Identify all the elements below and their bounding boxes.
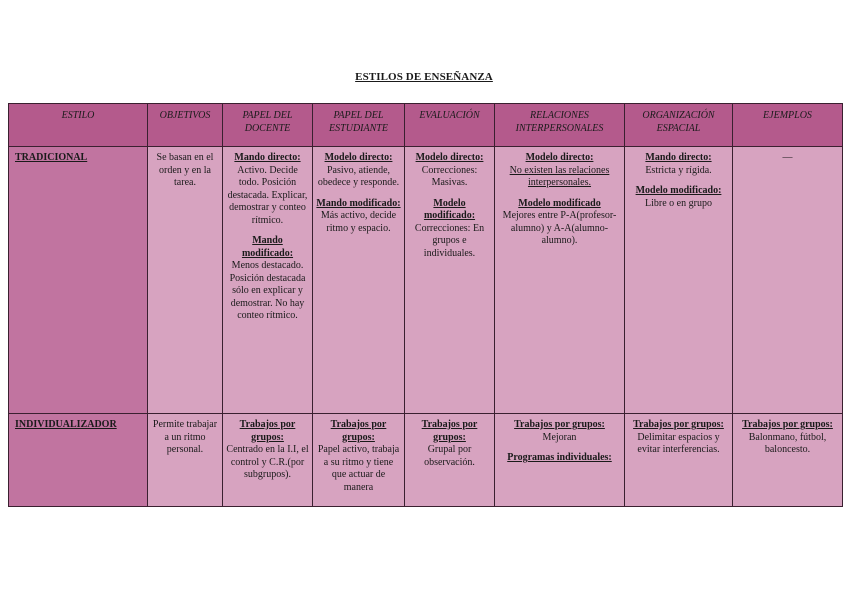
cell-label: Trabajos por grupos: [742,419,833,430]
cell-label: Trabajos por grupos: [330,419,387,443]
cell-text: Libre o en grupo [645,197,712,209]
cell-text: Correcciones: Masivas. [421,164,478,188]
cell-text: Más activo, decide ritmo y espacio. [320,210,397,234]
cell-text: Grupal por observación. [424,444,475,468]
cell-label: Trabajos por grupos: [633,419,724,430]
cell-evaluacion [405,414,495,507]
cell-ejemplos [733,414,843,507]
cell-label: Trabajos por grupos: [421,419,478,443]
header-evaluacion: EVALUACIÓN [405,104,495,147]
header-row [9,104,843,147]
cell-label: Trabajos por grupos: [239,419,296,443]
cell-label: Mando modificado: [241,235,294,259]
cell-label: Mando directo: [234,152,301,163]
cell-text: Menos destacado. Posición destacada sólo en explicar y demostrar. No hay conteo rítmico. [229,260,306,321]
header-estilo: ESTILO [9,104,148,147]
cell-text: Delimitar espacios y evitar interferencias. [637,431,720,455]
cell-papel-estudiante [313,414,405,507]
cell-papel-docente [223,414,313,507]
cell-label: Modelo directo: [415,152,484,163]
cell-evaluacion [405,147,495,414]
cell-objetivos: Permite trabajar a un ritmo personal. [148,414,223,507]
cell-text: Mejoran [542,431,577,443]
page-title: ESTILOS DE ENSEÑANZA [355,71,493,83]
cell-estilo-individualizador: INDIVIDUALIZADOR [9,414,148,507]
cell-papel-docente [223,147,313,414]
cell-relaciones [495,147,625,414]
cell-label: Programas individuales: [507,452,612,463]
cell-ejemplos: — [733,147,843,414]
cell-label: Mando directo: [645,152,712,163]
cell-text: No existen las relaciones interpersonales. [509,164,610,188]
cell-label: Modelo modificado: [423,197,476,221]
header-papel-docente: PAPEL DEL DOCENTE [223,104,313,147]
cell-text: Balonmano, fútbol, baloncesto. [748,431,827,455]
cell-text: Correcciones: En grupos e individuales. [414,222,485,259]
cell-organizacion [625,147,733,414]
cell-text: Papel activo, trabaja a su ritmo y tiene que actuar de manera [317,444,400,493]
cell-objetivos: Se basan en el orden y en la tarea. [148,147,223,414]
header-papel-estudiante: PAPEL DEL ESTUDIANTE [313,104,405,147]
table-row-tradicional [9,147,843,414]
header-relaciones: RELACIONES INTERPERSONALES [495,104,625,147]
cell-relaciones [495,414,625,507]
cell-label: Modelo directo: [525,152,594,163]
header-ejemplos: EJEMPLOS [733,104,843,147]
cell-organizacion [625,414,733,507]
cell-label: Mando modificado: [316,197,401,209]
cell-estilo-tradicional: TRADICIONAL [9,147,148,414]
cell-label: Trabajos por grupos: [514,419,605,430]
cell-label: Modelo directo: [324,152,393,163]
cell-label: Modelo modificado [518,197,601,209]
cell-label: Modelo modificado: [635,185,722,196]
cell-text: Pasivo, atiende, obedece y responde. [317,164,400,188]
cell-text: Estricta y rígida. [645,164,712,176]
header-objetivos: OBJETIVOS [148,104,223,147]
cell-text: Centrado en la I.I, el control y C.R.(por subgrupos). [226,444,309,480]
cell-text: Activo. Decide todo. Posición destacada. Explicar, demostrar y conteo rítmico. [227,164,308,226]
header-organizacion: ORGANIZACIÓN ESPACIAL [625,104,733,147]
cell-papel-estudiante [313,147,405,414]
table-row-individualizador [9,414,843,507]
cell-text: Mejores entre P-A(profesor-alumno) y A-A(alumno-alumno). [502,210,617,246]
teaching-styles-table [8,103,843,507]
